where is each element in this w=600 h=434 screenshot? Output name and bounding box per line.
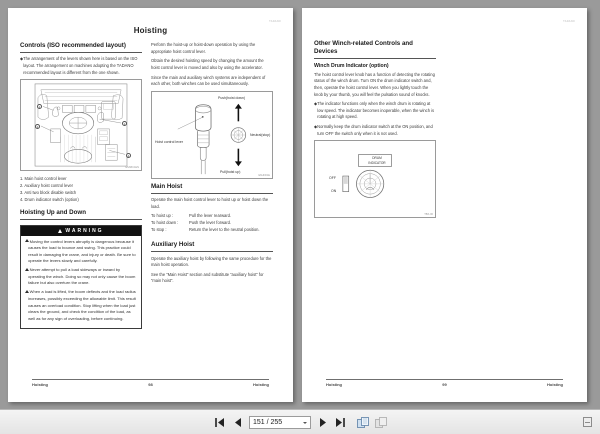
hoist-independent-paragraph: Since the main and auxiliary winch systems are independent of each other, both winches can be used simultaneously.: [151, 74, 266, 87]
warning-item: When a load is lifted, the boom deflects and the load radius increases, possibly exceeding the allowable limit. This result causes an overload condition. Stop lifting when the load just clears the ground, and check the condition of the load, as well as for any sign of overloading, before continuing.: [25, 289, 138, 322]
list-item: 1. Main hoist control lever: [20, 176, 67, 182]
callout-3: 3: [36, 125, 39, 130]
next-page-button[interactable]: [316, 415, 329, 429]
operation-row: To hoist down : Push the lever forward.: [151, 220, 232, 226]
footer-left-label: Hoisting: [326, 382, 342, 387]
warning-title: WARNING: [65, 227, 104, 234]
hoist-speed-paragraph: Obtain the desired hoisting speed by changing the amount the hoist control lever is moved and also by using the accelerator.: [151, 58, 264, 70]
next-page-icon: [319, 418, 327, 427]
warning-item: Never attempt to pull a load sideways or inward by operating the winch. Doing so may not only cause the boom failure but also overturn the crane.: [25, 267, 138, 287]
callout-4: 4: [127, 154, 130, 159]
label-pull-hoist-up: Pull(hoist up): [220, 169, 241, 174]
first-page-icon: [214, 418, 225, 427]
panel-toggle-button[interactable]: [583, 417, 592, 427]
figure-code: E5ABC1EN: [125, 166, 139, 170]
previous-page-icon: [234, 418, 242, 427]
footer-right-label: Hoisting: [253, 382, 269, 387]
label-drum-indicator-line1: DRUM: [372, 156, 382, 161]
figure-drum-indicator: [314, 140, 436, 218]
page-number-input[interactable]: [249, 416, 311, 429]
list-item: 4. Drum indicator switch (option): [20, 197, 79, 203]
navigation-controls: [213, 415, 387, 429]
page-watermark: TADANO: [269, 20, 281, 23]
warning-triangle-icon: [25, 268, 29, 271]
two-page-view-icon: [357, 417, 369, 428]
list-item: 2. Auxiliary hoist control lever: [20, 183, 74, 189]
section-heading-controls: Controls (ISO recommended layout): [20, 42, 142, 53]
aux-hoist-paragraph-2: See the “Main Hoist” section and substitute “auxiliary hoist” for “main hoist”.: [151, 271, 264, 284]
drum-indicator-paragraph: The hoist control lever knob has a function of detecting the rotating status of the winch drum. Turn ON the drum indicator switch and, then, operate the hoist control lever. When you lightly touch the knob by your thumb, you will feel the pulsation sound of knocks.: [314, 71, 435, 97]
warning-body: [21, 236, 141, 329]
section-heading-main-hoist: Main Hoist: [151, 183, 273, 194]
right-page-column-1: [314, 40, 436, 222]
figure-cab-layout: [20, 79, 142, 171]
hoist-intro-paragraph: Perform the hoist-up or hoist-down operation by using the appropriate hoist control lever.: [151, 42, 256, 54]
label-drum-indicator-line2: INDICATOR: [368, 160, 386, 165]
controls-list: [20, 175, 142, 203]
single-page-view-icon: [375, 417, 387, 428]
footer-right-label: Hoisting: [547, 382, 563, 387]
page-footer-right: [326, 379, 563, 387]
section-heading-hoisting-up-down: Hoisting Up and Down: [20, 209, 142, 220]
page-watermark: TADANO: [563, 20, 575, 23]
page-title: Hoisting: [133, 26, 168, 35]
footer-page-number: 99: [442, 382, 447, 387]
previous-page-button[interactable]: [231, 415, 244, 429]
drum-indicator-bullet-2: ◆Normally keep the drum indicator switch at the ON position, and turn OFF the switch only when it is not used.: [314, 124, 433, 136]
viewer-toolbar: [0, 409, 600, 434]
callout-1: 1: [123, 122, 126, 127]
right-page-column-2: [445, 40, 567, 222]
list-item: 3. Anti two block disable switch: [20, 190, 77, 196]
warning-triangle-icon: [25, 290, 29, 293]
main-hoist-paragraph: Operate the main hoist control lever to hoist up or hoist down the load.: [151, 197, 269, 209]
footer-page-number: 98: [148, 382, 153, 387]
aux-hoist-paragraph-1: Operate the auxiliary hoist by following the same procedure for the main hoist operation.: [151, 255, 272, 268]
subheading-winch-drum-indicator: Winch Drum Indicator (option): [314, 63, 389, 70]
footer-left-label: Hoisting: [32, 382, 48, 387]
warning-box: [20, 225, 142, 329]
section-controls-paragraph: ◆The arrangement of the levers shown here is based on the ISO layout. The arrangement on machines adopting the TADANO recommended layout is different from the one shown.: [20, 56, 138, 75]
first-page-button[interactable]: [213, 415, 226, 429]
figure-code: E6HN01E: [258, 173, 270, 177]
warning-triangle-icon: [25, 239, 29, 242]
callout-2: 2: [38, 105, 41, 110]
page-number-value: 151 / 255: [253, 418, 283, 426]
operation-row: To hoist up : Pull the lever rearward.: [151, 213, 232, 219]
main-hoist-operations: [151, 213, 273, 234]
document-page-right[interactable]: [302, 8, 587, 402]
operation-row: To stop : Return the lever to the neutral position.: [151, 227, 260, 233]
left-page-column-2: [151, 42, 273, 329]
warning-header: [21, 226, 141, 235]
figure-hoist-lever: [151, 91, 273, 179]
two-page-view-button[interactable]: [356, 415, 369, 429]
panel-toggle-icon: [583, 417, 592, 427]
page-footer-left: [32, 379, 269, 387]
label-hoist-control-lever: Hoist control lever: [155, 139, 184, 144]
chevron-down-icon[interactable]: [303, 422, 307, 424]
last-page-icon: [335, 418, 346, 427]
label-push-hoist-down: Push(hoist down): [218, 95, 246, 100]
document-page-left[interactable]: [8, 8, 293, 402]
section-heading-other-winch-controls: Other Winch-related Controls and Devices: [314, 40, 436, 59]
figure-code: TBX-06: [424, 213, 433, 217]
section-heading-auxiliary-hoist: Auxiliary Hoist: [151, 241, 273, 252]
label-switch-on: ON: [331, 189, 337, 194]
single-page-view-button[interactable]: [374, 415, 387, 429]
last-page-button[interactable]: [334, 415, 347, 429]
warning-triangle-icon: [58, 229, 62, 233]
warning-item: Moving the control levers abruptly is dangerous because it causes the load to bounce and swing. This practice could result in damaging the crane, and injury or death. Be sure to operate the levers slowly and carefully.: [25, 239, 138, 265]
drum-indicator-bullet-1: ◆The indicator functions only when the winch drum is rotating at low speed. The indicator becomes inoperable, when the winch is rotating at high speed.: [314, 101, 435, 120]
left-page-column-1: [20, 42, 142, 329]
label-switch-off: OFF: [329, 176, 336, 181]
label-neutral-stop: Neutral(stop): [250, 132, 271, 137]
